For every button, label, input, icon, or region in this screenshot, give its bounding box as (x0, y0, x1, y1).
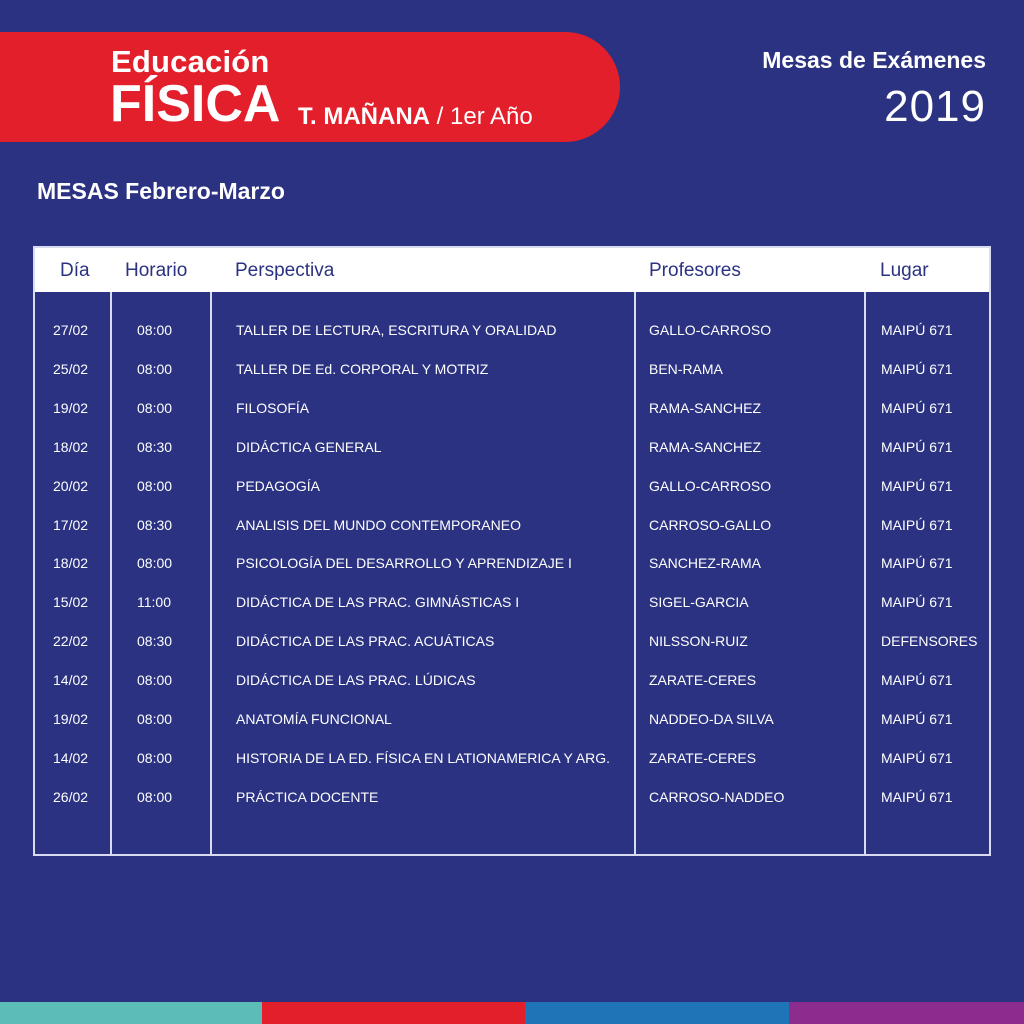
header-horario: Horario (125, 260, 188, 281)
cell-lugar: MAIPÚ 671 (881, 360, 953, 377)
exam-title: Mesas de Exámenes (762, 47, 986, 73)
cell-lugar: MAIPÚ 671 (881, 399, 953, 416)
cell-profesores: RAMA-SANCHEZ (649, 438, 762, 455)
cell-profesores: ZARATE-CERES (649, 749, 757, 766)
header-perspectiva: Perspectiva (235, 260, 335, 281)
cell-lugar: MAIPÚ 671 (881, 322, 953, 338)
cell-dia: 25/02 (53, 360, 89, 377)
table-row (35, 553, 989, 592)
cell-dia: 19/02 (53, 711, 89, 727)
cell-lugar: MAIPÚ 671 (881, 594, 953, 611)
cell-perspectiva: DIDÁCTICA DE LAS PRAC. ACUÁTICAS (236, 633, 495, 650)
cell-perspectiva: PRÁCTICA DOCENTE (236, 788, 379, 805)
cell-perspectiva: PEDAGOGÍA (236, 477, 321, 494)
cell-lugar: MAIPÚ 671 (881, 672, 953, 689)
cell-lugar: DEFENSORES (881, 633, 978, 650)
cell-perspectiva: DIDÁCTICA DE LAS PRAC. LÚDICAS (236, 672, 476, 689)
footer-bar-purple (789, 1002, 1024, 1024)
table-row (35, 320, 989, 359)
section-title: MESAS Febrero-Marzo (37, 178, 285, 204)
cell-profesores: RAMA-SANCHEZ (649, 399, 762, 416)
cell-perspectiva: FILOSOFÍA (236, 399, 310, 416)
table-row (35, 670, 989, 709)
cell-lugar: MAIPÚ 671 (881, 749, 953, 766)
exam-year: 2019 (884, 82, 986, 131)
cell-perspectiva: ANALISIS DEL MUNDO CONTEMPORANEO (236, 516, 521, 533)
cell-profesores: GALLO-CARROSO (649, 477, 772, 494)
cell-dia: 15/02 (53, 594, 89, 611)
cell-dia: 18/02 (53, 438, 89, 455)
footer-bar-blue (525, 1002, 789, 1024)
cell-horario: 08:30 (137, 633, 173, 650)
cell-dia: 17/02 (53, 516, 89, 533)
cell-perspectiva: TALLER DE Ed. CORPORAL Y MOTRIZ (236, 360, 489, 377)
cell-lugar: MAIPÚ 671 (881, 711, 953, 727)
banner-title-line1: Educación (111, 44, 270, 79)
footer-bar-red (262, 1002, 525, 1024)
cell-horario: 08:00 (137, 322, 173, 338)
cell-perspectiva: TALLER DE LECTURA, ESCRITURA Y ORALIDAD (236, 322, 557, 338)
cell-horario: 08:00 (137, 555, 173, 572)
cell-profesores: CARROSO-NADDEO (649, 788, 785, 805)
table-row (35, 748, 989, 787)
cell-lugar: MAIPÚ 671 (881, 516, 953, 533)
cell-dia: 22/02 (53, 633, 89, 650)
cell-profesores: ZARATE-CERES (649, 672, 757, 689)
cell-profesores: SANCHEZ-RAMA (649, 555, 762, 572)
cell-profesores: NADDEO-DA SILVA (649, 711, 774, 727)
cell-dia: 26/02 (53, 788, 89, 805)
turno-label: T. MAÑANA (298, 103, 430, 130)
exam-table (33, 246, 991, 856)
footer-bar-teal (0, 1002, 262, 1024)
cell-lugar: MAIPÚ 671 (881, 788, 953, 805)
cell-horario: 08:00 (137, 749, 173, 766)
cell-horario: 08:00 (137, 360, 173, 377)
cell-perspectiva: ANATOMÍA FUNCIONAL (236, 711, 392, 727)
cell-dia: 27/02 (53, 322, 89, 338)
cell-horario: 08:30 (137, 516, 173, 533)
table-header (35, 248, 989, 292)
cell-horario: 08:00 (137, 399, 173, 416)
table-row (35, 476, 989, 515)
cell-profesores: NILSSON-RUIZ (649, 633, 748, 650)
cell-perspectiva: PSICOLOGÍA DEL DESARROLLO Y APRENDIZAJE I (236, 555, 572, 572)
banner-title-line2: FÍSICA (110, 75, 281, 133)
cell-profesores: CARROSO-GALLO (649, 516, 772, 533)
header-lugar: Lugar (880, 260, 929, 281)
cell-lugar: MAIPÚ 671 (881, 477, 953, 494)
banner-subtitle (298, 103, 533, 131)
table-row (35, 515, 989, 554)
table-row (35, 709, 989, 748)
cell-dia: 14/02 (53, 749, 89, 766)
table-row (35, 592, 989, 631)
cell-dia: 19/02 (53, 399, 89, 416)
cell-horario: 08:00 (137, 788, 173, 805)
cell-dia: 20/02 (53, 477, 89, 494)
header-profesores: Profesores (649, 260, 741, 281)
cell-perspectiva: HISTORIA DE LA ED. FÍSICA EN LATIONAMERICA Y ARG. (236, 749, 610, 766)
cell-dia: 14/02 (53, 672, 89, 689)
header-dia: Día (60, 260, 90, 281)
cell-horario: 08:00 (137, 477, 173, 494)
cell-horario: 08:30 (137, 438, 173, 455)
cell-horario: 08:00 (137, 711, 173, 727)
cell-lugar: MAIPÚ 671 (881, 555, 953, 572)
cell-horario: 08:00 (137, 672, 173, 689)
cell-horario: 11:00 (137, 594, 171, 611)
cell-perspectiva: DIDÁCTICA GENERAL (236, 438, 382, 455)
cell-profesores: SIGEL-GARCIA (649, 594, 749, 611)
cell-profesores: BEN-RAMA (649, 360, 723, 377)
cell-dia: 18/02 (53, 555, 89, 572)
cell-profesores: GALLO-CARROSO (649, 322, 772, 338)
year-level-label: 1er Año (450, 103, 533, 130)
cell-lugar: MAIPÚ 671 (881, 438, 953, 455)
table-row (35, 359, 989, 398)
table-row (35, 787, 989, 826)
table-row (35, 631, 989, 670)
cell-perspectiva: DIDÁCTICA DE LAS PRAC. GIMNÁSTICAS I (236, 594, 520, 611)
subtitle-separator: / (430, 103, 451, 130)
table-row (35, 398, 989, 437)
table-row (35, 437, 989, 476)
